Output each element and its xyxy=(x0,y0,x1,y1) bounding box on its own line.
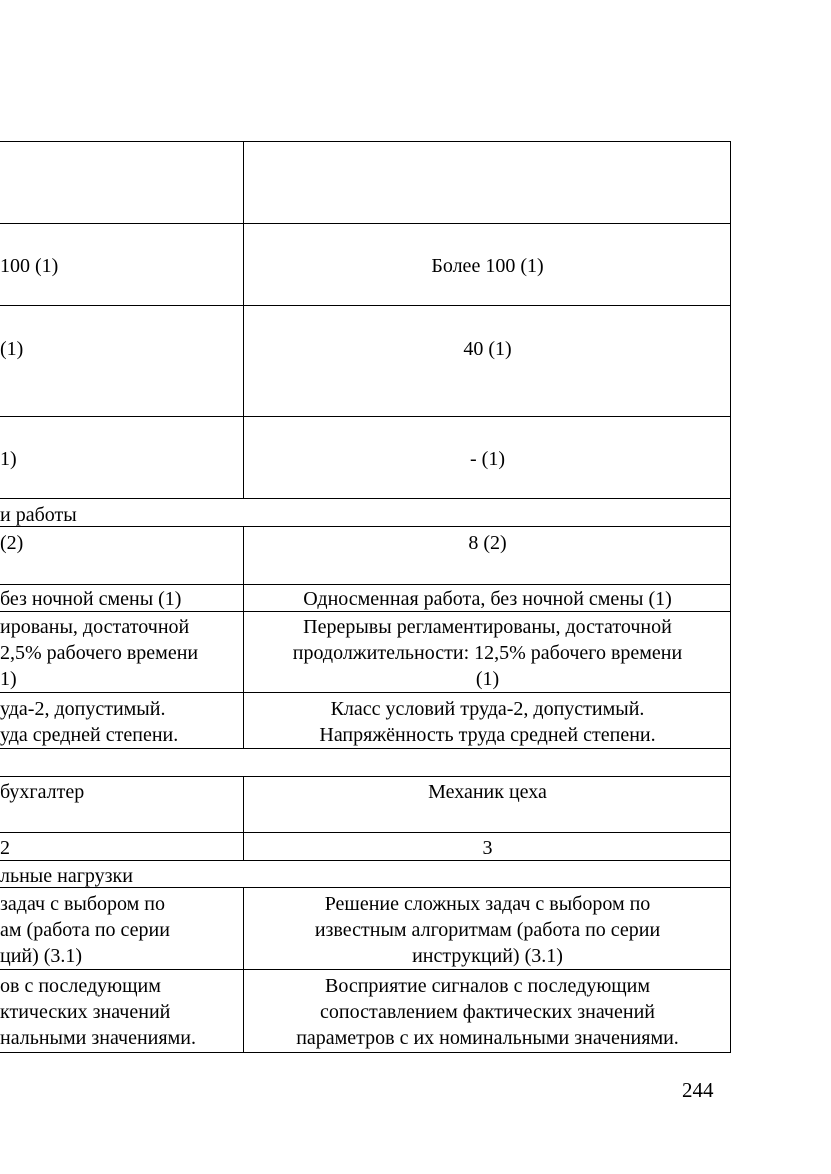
row-divider xyxy=(0,692,731,693)
row-divider xyxy=(0,832,731,833)
row-divider xyxy=(0,748,731,749)
row-divider xyxy=(0,416,731,417)
table-cell: - (1) xyxy=(470,448,505,470)
section-header: и работы xyxy=(0,504,77,526)
row-divider xyxy=(0,526,731,527)
table-cell: 40 (1) xyxy=(463,338,512,360)
table-cell: Механик цеха xyxy=(428,781,547,803)
table-cell: (1) xyxy=(0,338,24,360)
row-divider xyxy=(0,305,731,306)
table-cell: нальными значениями. xyxy=(0,1027,196,1049)
table-cell: 2,5% рабочего времени xyxy=(0,642,199,664)
row-divider xyxy=(0,498,731,499)
table-cell: бухгалтер xyxy=(0,781,85,803)
table-cell: (2) xyxy=(0,532,24,554)
table-cell: продолжительности: 12,5% рабочего времени xyxy=(292,642,683,664)
table-cell: Перерывы регламентированы, достаточной xyxy=(303,616,672,638)
table-cell: Напряжённость труда средней степени. xyxy=(319,724,656,746)
table-cell: 2 xyxy=(0,837,10,859)
table-border-top xyxy=(0,141,731,142)
table-cell: Односменная работа, без ночной смены (1) xyxy=(303,588,672,610)
table-border-bottom xyxy=(0,1052,731,1053)
table-cell: ированы, достаточной xyxy=(0,616,190,638)
table-cell: 8 (2) xyxy=(468,532,507,554)
table-cell: уда-2, допустимый. xyxy=(0,698,166,720)
table-cell: без ночной смены (1) xyxy=(0,588,182,610)
table-cell: Решение сложных задач с выбором по xyxy=(324,893,651,915)
table-cell: ам (работа по серии xyxy=(0,919,170,941)
table-cell: задач с выбором по xyxy=(0,893,165,915)
table-cell: ктических значений xyxy=(0,1001,171,1023)
table-cell: параметров с их номинальными значениями. xyxy=(296,1027,679,1049)
table-cell: 3 xyxy=(482,837,493,859)
table-cell: 100 (1) xyxy=(0,255,59,277)
table-cell: уда средней степени. xyxy=(0,724,179,746)
row-divider xyxy=(0,969,731,970)
section-header: льные нагрузки xyxy=(0,865,133,887)
table-cell: 1) xyxy=(0,448,17,470)
table-cell: известным алгоритмам (работа по серии xyxy=(314,919,661,941)
row-divider xyxy=(0,776,731,777)
table-cell: инструкций) (3.1) xyxy=(412,945,563,967)
table-cell: Класс условий труда-2, допустимый. xyxy=(330,698,645,720)
table-cell: Более 100 (1) xyxy=(431,255,544,277)
table-cell: ций) (3.1) xyxy=(0,945,83,967)
row-divider xyxy=(0,584,731,585)
table-cell: Восприятие сигналов с последующим xyxy=(324,975,651,997)
row-divider xyxy=(0,223,731,224)
table-cell: сопоставлением фактических значений xyxy=(320,1001,655,1023)
page-number: 244 xyxy=(682,1078,714,1102)
table-cell: ов с последующим xyxy=(0,975,161,997)
table-cell: (1) xyxy=(475,668,500,690)
table-cell: 1) xyxy=(0,668,17,690)
